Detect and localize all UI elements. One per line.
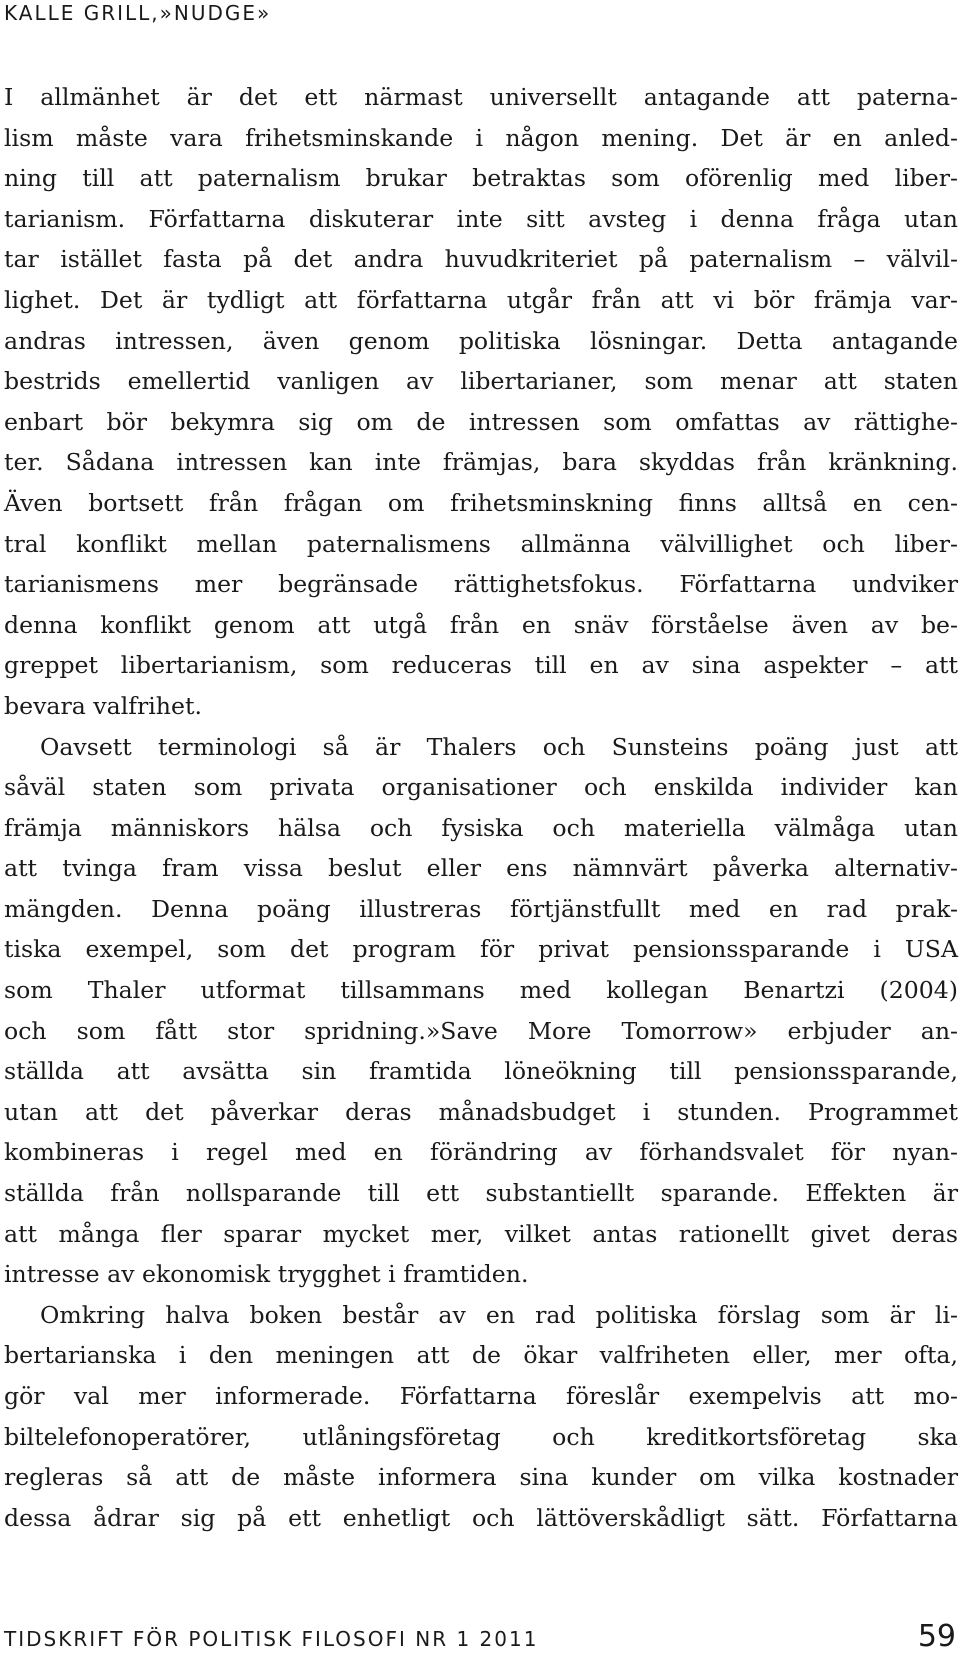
text-line: intresse av ekonomisk trygghet i framtiden. [4, 1260, 529, 1289]
text-line: tiska exempel, som det program för privat pensionssparande i USA [4, 935, 958, 964]
text-line: lism måste vara frihetsminskande i någon mening. Det är en anled- [4, 123, 958, 152]
text-line: tar istället fasta på det andra huvudkriteriet på paternalism – välvil- [4, 245, 958, 274]
text-line: att många fler sparar mycket mer, vilket antas rationellt givet deras [4, 1219, 958, 1248]
text-line: bestrids emellertid vanligen av libertarianer, som menar att staten [4, 367, 958, 396]
text-line: biltelefonoperatörer, utlåningsföretag och kreditkortsföretag ska [4, 1422, 958, 1451]
text-line: greppet libertarianism, som reduceras till en av sina aspekter – att [4, 651, 958, 680]
running-head: KALLE GRILL,»NUDGE» [4, 1, 272, 25]
text-line: Omkring halva boken består av en rad politiska förslag som är li- [40, 1300, 958, 1329]
text-line: regleras så att de måste informera sina kunder om vilka kostnader [4, 1463, 958, 1492]
text-line: denna konflikt genom att utgå från en snäv förståelse även av be- [4, 610, 958, 639]
text-line: ställda att avsätta sin framtida löneökning till pensionssparande, [4, 1057, 958, 1086]
text-line: dessa ådrar sig på ett enhetligt och lättöverskådligt sätt. Författarna [4, 1503, 958, 1532]
text-line: gör val mer informerade. Författarna föreslår exempelvis att mo- [4, 1382, 958, 1410]
text-line: och som fått stor spridning.»Save More Tomorrow» erbjuder an- [4, 1016, 958, 1045]
text-line: bertarianska i den meningen att de ökar valfriheten eller, mer ofta, [4, 1341, 958, 1370]
text-line: tral konflikt mellan paternalismens allmänna välvillighet och liber- [4, 529, 958, 558]
text-line: främja människors hälsa och fysiska och materiella välmåga utan [4, 813, 958, 842]
text-line: såväl staten som privata organisationer och enskilda individer kan [4, 773, 958, 802]
text-line: tarianism. Författarna diskuterar inte sitt avsteg i denna fråga utan [4, 204, 958, 233]
text-line: som Thaler utformat tillsammans med kollegan Benartzi (2004) [4, 976, 958, 1005]
text-line: ter. Sådana intressen kan inte främjas, bara skyddas från kränkning. [4, 448, 958, 477]
text-line: Även bortsett från frågan om frihetsminskning finns alltså en cen- [4, 488, 958, 517]
text-line: utan att det påverkar deras månadsbudget i stunden. Programmet [4, 1097, 958, 1126]
text-line: kombineras i regel med en förändring av förhandsvalet för nyan- [4, 1138, 958, 1167]
text-line: att tvinga fram vissa beslut eller ens nämnvärt påverka alternativ- [4, 854, 958, 883]
page-number: 59 [917, 1619, 956, 1654]
text-line: andras intressen, även genom politiska lösningar. Detta antagande [4, 326, 958, 355]
text-line: ställda från nollsparande till ett substantiellt sparande. Effekten är [4, 1179, 958, 1208]
text-line: bevara valfrihet. [4, 691, 202, 720]
text-line: ning till att paternalism brukar betraktas som oförenlig med liber- [4, 164, 958, 193]
text-line: I allmänhet är det ett närmast universellt antagande att paterna- [4, 83, 958, 111]
text-line: mängden. Denna poäng illustreras förtjänstfullt med en rad prak- [4, 894, 958, 923]
body-text [4, 77, 958, 1538]
text-line: tarianismens mer begränsade rättighetsfokus. Författarna undviker [4, 570, 958, 599]
journal-footer: TIDSKRIFT FÖR POLITISK FILOSOFI NR 1 2011 [4, 1627, 539, 1651]
text-line: Oavsett terminologi så är Thalers och Sunsteins poäng just att [40, 732, 958, 761]
text-line: lighet. Det är tydligt att författarna utgår från att vi bör främja var- [4, 285, 958, 314]
text-line: enbart bör bekymra sig om de intressen som omfattas av rättighe- [4, 407, 958, 436]
